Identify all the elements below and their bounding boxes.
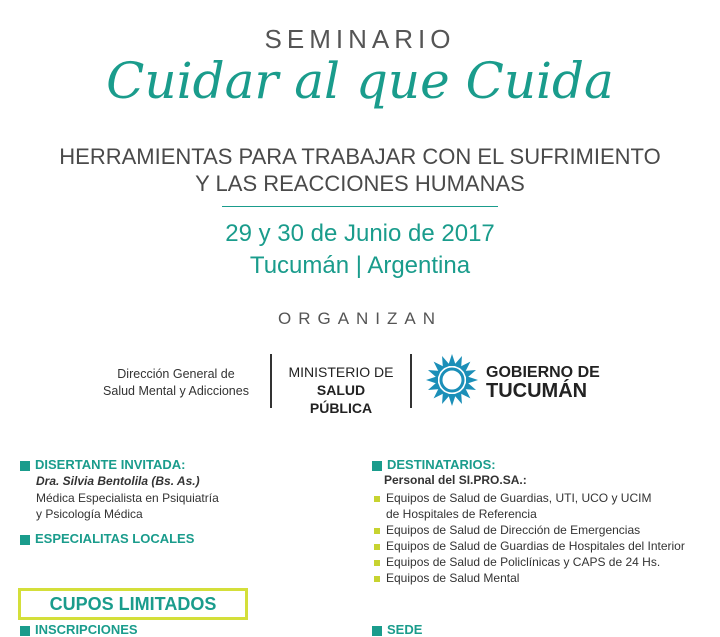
destinatarios-heading bbox=[372, 457, 496, 472]
leaf-decoration-icon bbox=[300, 0, 360, 8]
event-type: SEMINARIO bbox=[264, 24, 456, 54]
cupos-text: CUPOS LIMITADOS bbox=[49, 594, 217, 614]
square-bullet-icon bbox=[20, 535, 30, 545]
list-item-text: Equipos de Salud de Dirección de Emergencias bbox=[386, 523, 641, 537]
list-item-text: Equipos de Salud de Guardias, UTI, UCO y UCIM bbox=[386, 491, 652, 505]
cupos-badge bbox=[18, 588, 248, 620]
direccion-line-1: Dirección General de bbox=[117, 367, 235, 381]
square-bullet-icon bbox=[20, 626, 30, 636]
ministerio-line-1: MINISTERIO DE bbox=[288, 364, 394, 380]
speaker-role bbox=[36, 490, 219, 522]
subtitle-line-2: Y LAS REACCIONES HUMANAS bbox=[195, 171, 525, 196]
bullet-icon bbox=[374, 544, 380, 550]
disertante-heading-text: DISERTANTE INVITADA: bbox=[35, 457, 186, 472]
event-place: Tucumán | Argentina bbox=[249, 252, 471, 279]
organizers-label: ORGANIZAN bbox=[277, 309, 443, 328]
bullet-icon bbox=[374, 560, 380, 566]
subtitle-line-1: HERRAMIENTAS PARA TRABAJAR CON EL SUFRIMIENTO bbox=[59, 144, 661, 169]
ministerio-line-2: SALUD PÚBLICA bbox=[309, 382, 373, 416]
personal-label: Personal del SI.PRO.SA.: bbox=[384, 473, 527, 487]
bullet-icon bbox=[374, 528, 380, 534]
speaker-name: Dra. Silvia Bentolila (Bs. As.) bbox=[36, 474, 200, 488]
gobierno-seal-icon bbox=[424, 352, 480, 408]
bullet-icon bbox=[374, 576, 380, 582]
event-dates bbox=[0, 218, 720, 282]
list-item-text: Equipos de Salud de Guardias de Hospitales del Interior bbox=[386, 539, 685, 553]
list-item bbox=[374, 522, 685, 538]
destinatarios-list bbox=[374, 490, 685, 586]
locales-heading bbox=[20, 531, 194, 546]
locales-heading-text: ESPECIALITAS LOCALES bbox=[35, 531, 195, 546]
list-item bbox=[374, 538, 685, 554]
sede-heading-text: SEDE bbox=[387, 622, 423, 637]
list-item-text: Equipos de Salud de Policlínicas y CAPS de 24 Hs. bbox=[386, 555, 661, 569]
event-subtitle bbox=[0, 143, 720, 197]
event-title: Cuidar al que Cuida bbox=[106, 52, 614, 110]
bullet-icon bbox=[374, 496, 380, 502]
disertante-heading bbox=[20, 457, 185, 472]
list-item-continuation: de Hospitales de Referencia bbox=[386, 507, 537, 521]
logo-separator bbox=[270, 354, 272, 408]
speaker-role-line-1: Médica Especialista en Psiquiatría bbox=[36, 491, 219, 505]
list-item bbox=[374, 570, 685, 586]
square-bullet-icon bbox=[372, 461, 382, 471]
event-date: 29 y 30 de Junio de 2017 bbox=[225, 220, 495, 247]
direccion-logo bbox=[88, 366, 264, 400]
square-bullet-icon bbox=[372, 626, 382, 636]
list-item bbox=[374, 490, 685, 506]
gobierno-line-2: TUCUMÁN bbox=[486, 380, 588, 402]
list-item bbox=[374, 554, 685, 570]
gobierno-line-1: GOBIERNO DE bbox=[486, 364, 600, 381]
destinatarios-heading-text: DESTINATARIOS: bbox=[387, 457, 496, 472]
gobierno-logo bbox=[486, 363, 600, 401]
inscripciones-heading bbox=[20, 622, 138, 637]
sede-heading bbox=[372, 622, 422, 637]
divider bbox=[222, 206, 498, 207]
square-bullet-icon bbox=[20, 461, 30, 471]
list-item-text: Equipos de Salud Mental bbox=[386, 571, 520, 585]
speaker-role-line-2: y Psicología Médica bbox=[36, 507, 143, 521]
ministerio-logo bbox=[284, 363, 398, 417]
logo-separator bbox=[410, 354, 412, 408]
inscripciones-heading-text: INSCRIPCIONES bbox=[35, 622, 138, 637]
direccion-line-2: Salud Mental y Adicciones bbox=[103, 384, 249, 398]
